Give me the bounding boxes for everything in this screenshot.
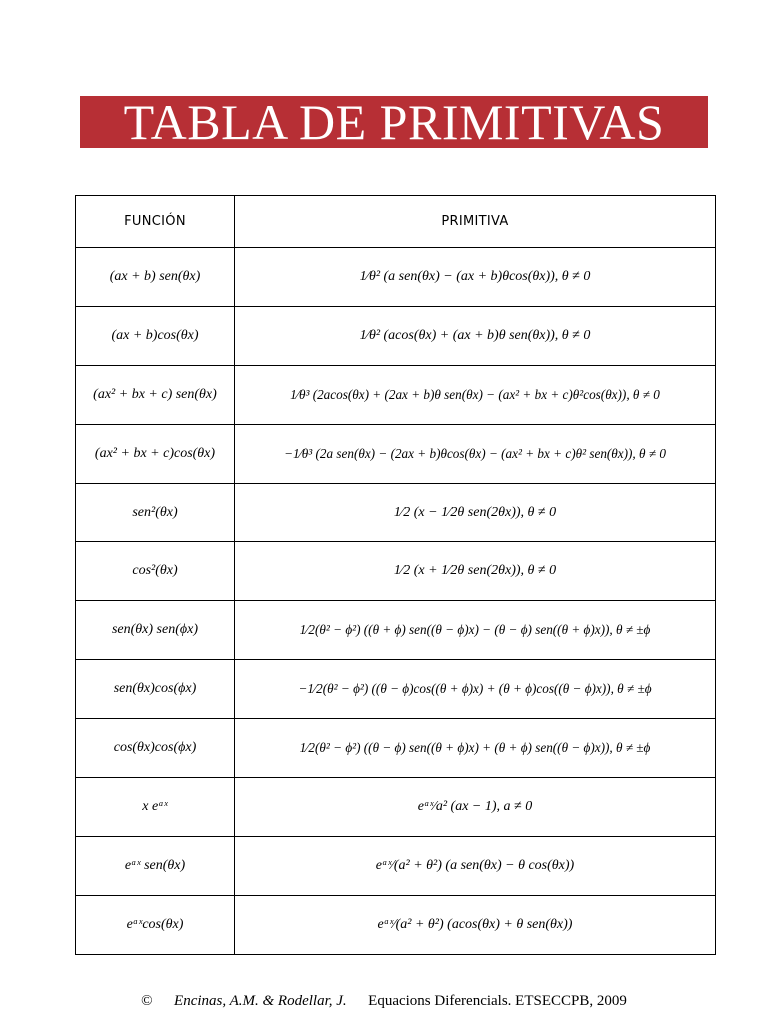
function-cell: eᵃˣ sen(θx) [76,836,235,895]
header-primitiva: PRIMITIVA [235,196,716,248]
function-cell: sen²(θx) [76,483,235,542]
table-row [76,660,716,719]
table-row [76,248,716,307]
primitive-cell: −1⁄θ³ (2a sen(θx) − (2ax + b)θcos(θx) − (ax² + bx + c)θ² sen(θx)), θ ≠ 0 [235,424,716,483]
function-cell: x eᵃˣ [76,778,235,837]
table-row [76,719,716,778]
function-cell: (ax + b)cos(θx) [76,306,235,365]
table-header-row [76,196,716,248]
primitive-cell: eᵃˣ⁄(a² + θ²) (a sen(θx) − θ cos(θx)) [235,836,716,895]
function-cell: (ax + b) sen(θx) [76,248,235,307]
primitive-cell: 1⁄θ³ (2acos(θx) + (2ax + b)θ sen(θx) − (ax² + bx + c)θ²cos(θx)), θ ≠ 0 [235,365,716,424]
footer-source: Equacions Diferencials. ETSECCPB, 2009 [368,993,627,1009]
table-row [76,306,716,365]
copyright-symbol: © [141,993,153,1009]
header-funcion: FUNCIÓN [76,196,235,248]
function-cell: sen(θx) sen(ϕx) [76,601,235,660]
table-row [76,895,716,954]
table-row [76,836,716,895]
footer [0,993,768,1010]
table-row [76,542,716,601]
primitive-cell: 1⁄2(θ² − ϕ²) ((θ − ϕ) sen((θ + ϕ)x) + (θ + ϕ) sen((θ − ϕ)x)), θ ≠ ±ϕ [235,719,716,778]
primitive-cell: eᵃˣ⁄(a² + θ²) (acos(θx) + θ sen(θx)) [235,895,716,954]
function-cell: (ax² + bx + c)cos(θx) [76,424,235,483]
table-row [76,424,716,483]
primitive-cell: 1⁄2 (x + 1⁄2θ sen(2θx)), θ ≠ 0 [235,542,716,601]
function-cell: sen(θx)cos(ϕx) [76,660,235,719]
title-banner [80,96,708,148]
primitive-cell: 1⁄2(θ² − ϕ²) ((θ + ϕ) sen((θ − ϕ)x) − (θ − ϕ) sen((θ + ϕ)x)), θ ≠ ±ϕ [235,601,716,660]
function-cell: cos(θx)cos(ϕx) [76,719,235,778]
page-title: TABLA DE PRIMITIVAS [123,94,665,150]
primitive-cell: 1⁄θ² (a sen(θx) − (ax + b)θcos(θx)), θ ≠ 0 [235,248,716,307]
function-cell: eᵃˣcos(θx) [76,895,235,954]
table-row [76,778,716,837]
function-cell: cos²(θx) [76,542,235,601]
table-row [76,483,716,542]
primitive-cell: −1⁄2(θ² − ϕ²) ((θ − ϕ)cos((θ + ϕ)x) + (θ + ϕ)cos((θ − ϕ)x)), θ ≠ ±ϕ [235,660,716,719]
primitives-table [75,195,716,955]
primitive-cell: 1⁄2 (x − 1⁄2θ sen(2θx)), θ ≠ 0 [235,483,716,542]
primitive-cell: eᵃˣ⁄a² (ax − 1), a ≠ 0 [235,778,716,837]
table-row [76,365,716,424]
footer-authors: Encinas, A.M. & Rodellar, J. [174,993,347,1009]
table-row [76,601,716,660]
primitive-cell: 1⁄θ² (acos(θx) + (ax + b)θ sen(θx)), θ ≠ 0 [235,306,716,365]
function-cell: (ax² + bx + c) sen(θx) [76,365,235,424]
